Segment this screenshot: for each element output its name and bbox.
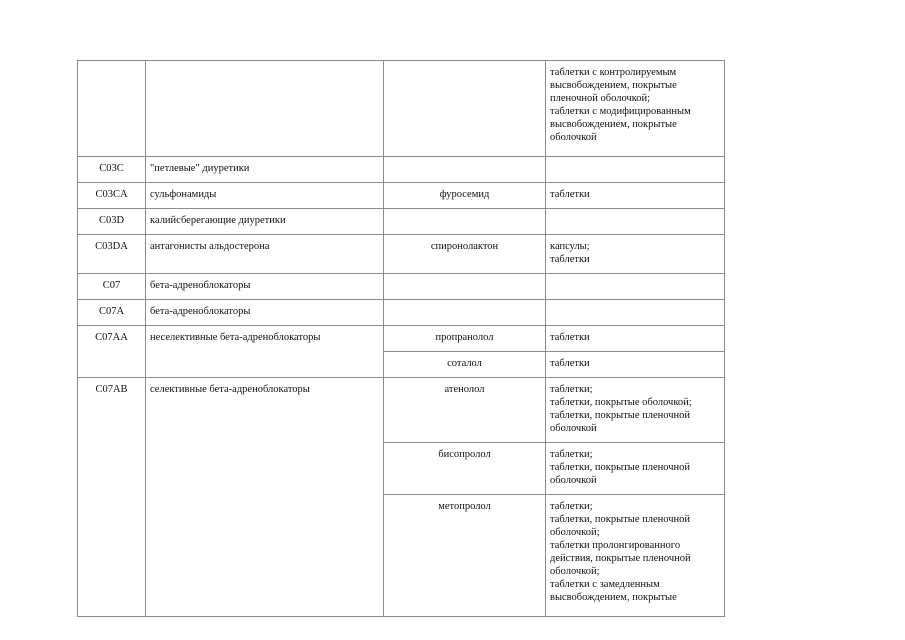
dosage-form-line: капсулы; [550, 241, 590, 252]
dosage-form-line: таблетки [550, 332, 590, 343]
atc-code-cell: C07A [78, 300, 146, 326]
atc-code-cell [78, 61, 146, 157]
dosage-form-line: таблетки [550, 189, 590, 200]
dosage-form-line: таблетки [550, 254, 590, 265]
dosage-form-cell [546, 209, 725, 235]
drug-name-cell [384, 274, 546, 300]
table-row [78, 209, 725, 235]
atc-code-cell: C07 [78, 274, 146, 300]
dosage-form-line: таблетки, покрытые пленочной [550, 410, 691, 421]
group-name-cell: селективные бета-адреноблокаторы [146, 378, 384, 617]
atc-code-cell: C03C [78, 157, 146, 183]
dosage-form-line: оболочкой [550, 475, 597, 486]
dosage-form-line: таблетки с модифицированным [550, 106, 691, 117]
dosage-form-line: таблетки с контролируемым [550, 67, 677, 78]
dosage-form-cell [546, 352, 725, 378]
dosage-form-cell [546, 300, 725, 326]
table-row [78, 274, 725, 300]
dosage-form-line: таблетки, покрытые пленочной [550, 514, 691, 525]
dosage-form-line: высвобождением, покрытые [550, 80, 677, 91]
dosage-form-line: таблетки; [550, 384, 593, 395]
atc-code-cell: C03DA [78, 235, 146, 274]
group-name-cell: бета-адреноблокаторы [146, 300, 384, 326]
drug-name-cell [384, 300, 546, 326]
drug-name-cell: метопролол [384, 495, 546, 617]
dosage-form-line: оболочкой [550, 423, 597, 434]
dosage-form-cell [546, 183, 725, 209]
group-name-cell: "петлевые" диуретики [146, 157, 384, 183]
dosage-form-cell [546, 157, 725, 183]
group-name-cell: антагонисты альдостерона [146, 235, 384, 274]
dosage-form-line: высвобождением, покрытые [550, 592, 677, 603]
dosage-form-line: таблетки, покрытые пленочной [550, 462, 691, 473]
drug-name-cell: бисопролол [384, 443, 546, 495]
dosage-form-line: оболочкой; [550, 566, 600, 577]
dosage-form-cell [546, 274, 725, 300]
drug-name-cell: пропранолол [384, 326, 546, 352]
drug-list-table [77, 60, 725, 617]
dosage-form-cell [546, 61, 725, 157]
drug-name-cell: спиронолактон [384, 235, 546, 274]
dosage-form-line: таблетки с замедленным [550, 579, 660, 590]
atc-code-cell: C07AA [78, 326, 146, 378]
dosage-form-cell [546, 495, 725, 617]
drug-name-cell: атенолол [384, 378, 546, 443]
drug-name-cell [384, 209, 546, 235]
group-name-cell: бета-адреноблокаторы [146, 274, 384, 300]
table-row [78, 326, 725, 352]
dosage-form-line: таблетки, покрытые оболочкой; [550, 397, 692, 408]
dosage-form-cell [546, 326, 725, 352]
drug-name-cell [384, 157, 546, 183]
group-name-cell [146, 61, 384, 157]
atc-code-cell: C07AB [78, 378, 146, 617]
dosage-form-line: таблетки пролонгированного [550, 540, 681, 551]
dosage-form-line: таблетки [550, 358, 590, 369]
group-name-cell: неселективные бета-адреноблокаторы [146, 326, 384, 378]
dosage-form-line: таблетки; [550, 449, 593, 460]
dosage-form-line: действия, покрытые пленочной [550, 553, 691, 564]
dosage-form-line: таблетки; [550, 501, 593, 512]
drug-name-cell: соталол [384, 352, 546, 378]
drug-name-cell [384, 61, 546, 157]
table-row [78, 157, 725, 183]
atc-code-cell: C03CA [78, 183, 146, 209]
dosage-form-cell [546, 235, 725, 274]
group-name-cell: калийсберегающие диуретики [146, 209, 384, 235]
drug-name-cell: фуросемид [384, 183, 546, 209]
table-row [78, 61, 725, 157]
dosage-form-cell [546, 443, 725, 495]
dosage-form-line: оболочкой [550, 132, 597, 143]
table-row [78, 183, 725, 209]
table-row [78, 378, 725, 443]
atc-code-cell: C03D [78, 209, 146, 235]
dosage-form-cell [546, 378, 725, 443]
table-row [78, 300, 725, 326]
group-name-cell: сульфонамиды [146, 183, 384, 209]
dosage-form-line: пленочной оболочкой; [550, 93, 651, 104]
dosage-form-line: оболочкой; [550, 527, 600, 538]
dosage-form-line: высвобождением, покрытые [550, 119, 677, 130]
table-row [78, 235, 725, 274]
